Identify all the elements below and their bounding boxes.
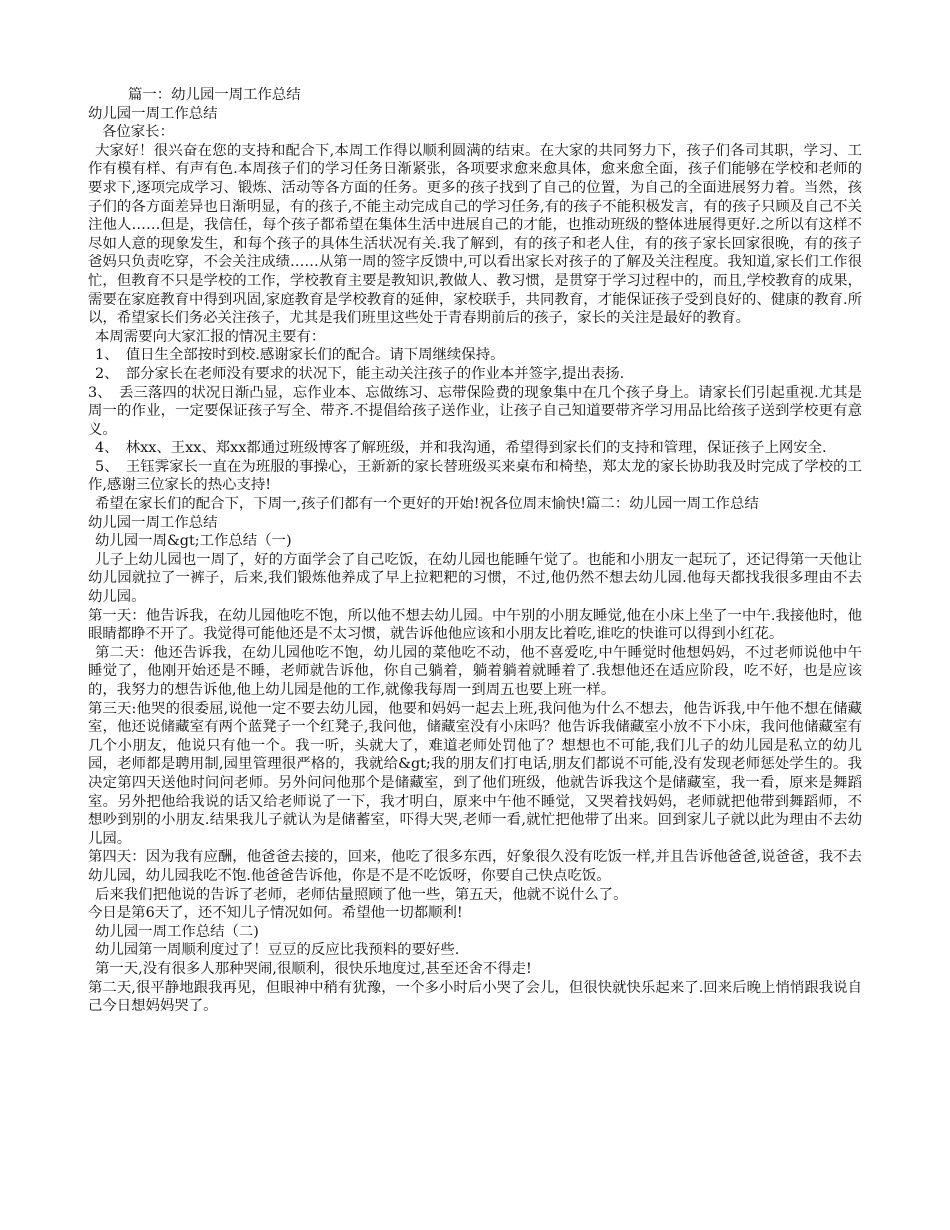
title-line: 幼儿园一周工作总结 (88, 514, 218, 531)
paragraph-report-lead: 本周需要向大家汇报的情况主要有： (95, 328, 326, 345)
list-item: 1、 值日生全部按时到校.感谢家长们的配合。请下周继续保持。 (95, 347, 505, 364)
paragraph: 第二天,很平静地跟我再见，但眼神中稍有犹豫，一个多小时后小哭了会儿，但很快就快乐起来了.回来后晚上悄悄跟我说自己今日想妈妈哭了。 (88, 979, 862, 1015)
paragraph: 幼儿园第一周顺利度过了！豆豆的反应比我预料的要好些. (95, 942, 460, 959)
paragraph: 后来我们把他说的告诉了老师，老师估量照顾了他一些，第五天，他就不说什么了。 (95, 886, 628, 903)
paragraph: 儿子上幼儿园也一周了，好的方面学会了自己吃饭，在幼儿园也能睡午觉了。也能和小朋友一起玩了，还记得第一天他让幼儿园就拉了一裤子，后来,我们锻炼他养成了早上拉粑粑的习惯，不过,他仍然不想去幼儿园.他每天都找我很多理由不去幼儿园。 (88, 551, 862, 606)
section-heading: 幼儿园一周&gt;工作总结（一) (95, 533, 292, 550)
paragraph: 第一天,没有很多人那种哭闹,很顺利，很快乐地度过,甚至还舍不得走! (95, 960, 532, 977)
paragraph: 今日是第6天了，还不知儿子情况如何。希望他一切都顺利! (88, 905, 463, 922)
paragraph-day-four: 第四天：因为我有应酬，他爸爸去接的，回来，他吃了很多东西，好象很久没有吃饭一样,并且告诉他爸爸,说爸爸，我不去幼儿园，幼儿园我吃不饱.他爸爸告诉他，你是不是不吃饭呀，你要自己快点吃饭。 (88, 849, 862, 884)
paragraph-intro: 大家好！很兴奋在您的支持和配合下,本周工作得以顺利圆满的结束。在大家的共同努力下，孩子们各司其职，学习、工作有模有样、有声有色.本周孩子们的学习任务日渐紧张，各项要求愈来愈具体，愈来愈全面，孩子们能够在学校和老师的要求下,逐项完成学习、锻炼、活动等各方面的任务。更多的孩子找到了自己的位置，为自己的全面进展努力着。当然，孩子们的各方面差异也日渐明显，有的孩子,不能主动完成自己的学习任务,有的孩子不能积极发言，有的孩子只顾及自己不关注他人……但是，我信任，每个孩子都希望在集体生活中进展自己的才能，也推动班级的整体进展得更好.之所以有这样不尽如人意的现象发生，和每个孩子的具体生活状况有关.我了解到，有的孩子和老人住，有的孩子家长回家很晚，有的孩子爸妈只负责吃穿，不会关注成绩……从第一周的签字反馈中,可以看出家长对孩子的了解及关注程度。我知道,家长们工作很忙，但教育不只是学校的工作，学校教育主要是教知识,教做人、教习惯，是贯穿于学习过程中的，而且,学校教育的成果，需要在家庭教育中得到巩固,家庭教育是学校教育的延伸，家校联手，共同教育，才能保证孩子受到良好的、健康的教育.所以，希望家长们务必关注孩子，尤其是我们班里这些处于青春期前后的孩子，家长的关注是最好的教育。 (88, 142, 862, 327)
salutation: 各位家长： (102, 124, 174, 141)
list-item: 5、 王钰霁家长一直在为班服的事操心，王新新的家长替班级买来桌布和椅垫，郑太龙的家长协助我及时完成了学校的工作,感谢三位家长的热心支持! (88, 458, 862, 494)
list-item: 2、 部分家长在老师没有要求的状况下，能主动关注孩子的作业本并签字,提出表扬. (95, 365, 625, 382)
paragraph-closing: 希望在家长们的配合下，下周一,孩子们都有一个更好的开始!祝各位周末愉快!篇二：幼儿园一周工作总结 (95, 496, 759, 513)
document-body (88, 86, 862, 1016)
paragraph-day-one: 第一天：他告诉我，在幼儿园他吃不饱，所以他不想去幼儿园。中午别的小朋友睡觉,他在小床上坐了一中午.我接他时，他眼睛都睁不开了。我觉得可能他还是不太习惯，就告诉他他应该和小朋友比着吃,谁吃的快谁可以得到小红花。 (88, 607, 862, 643)
heading-part-one: 篇一：幼儿园一周工作总结 (128, 87, 301, 103)
list-item: 3、 丢三落四的状况日渐凸显，忘作业本、忘做练习、忘带保险费的现象集中在几个孩子身上。请家长们引起重视.尤其是周一的作业，一定要保证孩子写全、带齐.不提倡给孩子送作业，让孩子自己知道要带齐学习用品比给孩子送到学校更有意义。 (88, 384, 862, 438)
list-item: 4、 林xx、王xx、郑xx都通过班级博客了解班级，并和我沟通，希望得到家长们的支持和管理，保证孩子上网安全. (95, 440, 827, 457)
paragraph-day-two: 第二天：他还告诉我，在幼儿园他吃不饱，幼儿园的菜他吃不动，他不喜爱吃,中午睡觉时他想妈妈，不过老师说他中午睡觉了，他刚开始还是不睡，老师就告诉他，你自己躺着，躺着躺着就睡着了.我想他还在适应阶段，吃不好，也是应该的，我努力的想告诉他,他上幼儿园是他的工作,就像我每周一到周五也要上班一样。 (88, 644, 862, 698)
paragraph-day-three: 第三天:他哭的很委屈,说他一定不要去幼儿园，他要和妈妈一起去上班,我问他为什么不想去，他告诉我,中午他不想在储藏室，他还说储藏室有两个蓝凳子一个红凳子,我问他，储藏室没有小床吗？他告诉我储藏室小放不下小床，我问他储藏室有几个小朋友，他说只有他一个。我一听，头就大了，难道老师处罚他了？想想也不可能,我们儿子的幼儿园是私立的幼儿园，老师都是聘用制,园里管理很严格的，我就给&gt;我的朋友们打电话,朋友们都说不可能,没有发现老师惩处学生的。我决定第四天送他时问问老师。另外问问他那个是储藏室，到了他们班级，他就告诉我这个是储藏室，我一看，原来是舞蹈室。另外把他给我说的话又给老师说了一下，我才明白，原来中午他不睡觉，又哭着找妈妈，老师就把他带到舞蹈师，不想吵到别的小朋友.结果我儿子就认为是储蓄室，吓得大哭,老师一看,就忙把他带了出来。回到家儿子就以此为理由不去幼儿园。 (88, 700, 862, 847)
title-line: 幼儿园一周工作总结 (88, 105, 218, 122)
section-heading: 幼儿园一周工作总结（二) (95, 923, 259, 940)
